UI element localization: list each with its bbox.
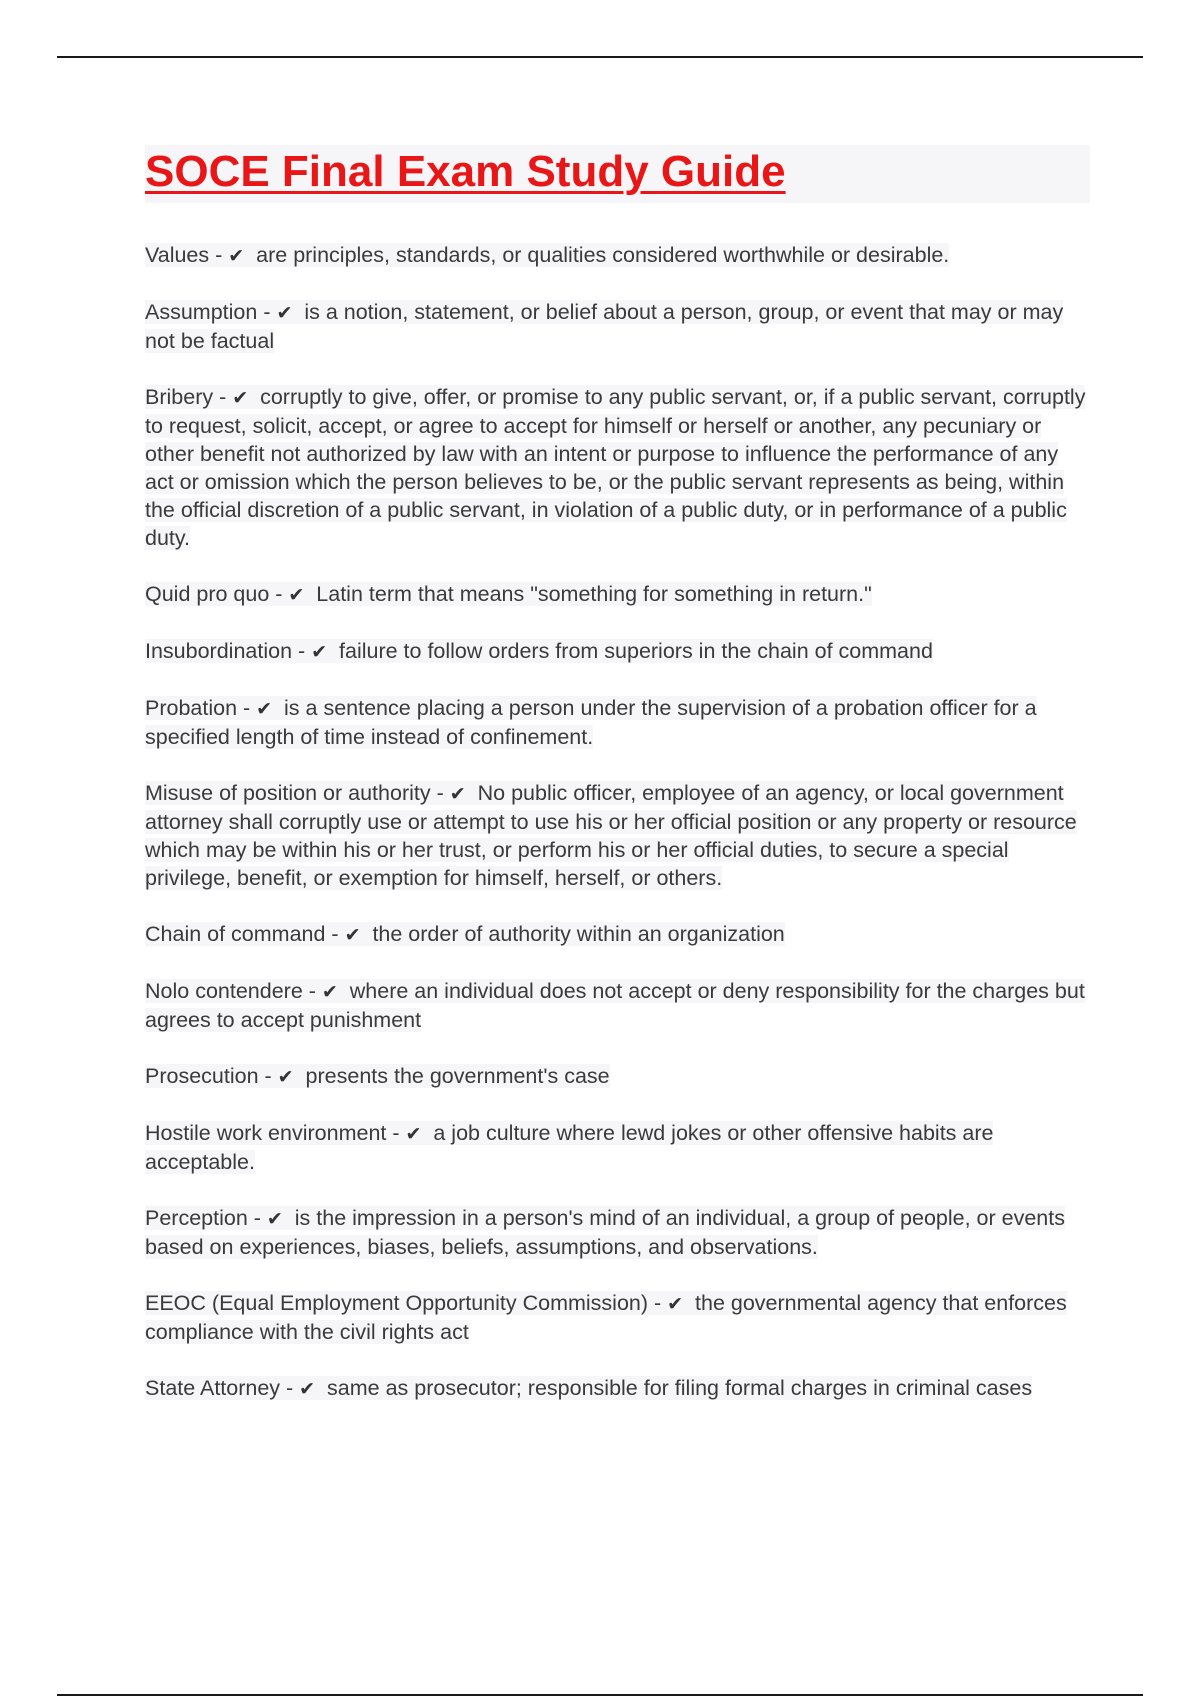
term-separator: - xyxy=(237,696,257,720)
definition-text xyxy=(145,922,785,946)
definition-text xyxy=(145,979,1085,1032)
definition-body: the order of authority within an organization xyxy=(372,922,785,946)
term-label: Perception xyxy=(145,1206,248,1230)
definition-item xyxy=(145,694,1090,751)
check-mark-icon: ✔ xyxy=(232,387,249,409)
definition-body: presents the government's case xyxy=(305,1064,610,1088)
definition-text xyxy=(145,696,1037,749)
definition-item xyxy=(145,383,1090,552)
term-separator: - xyxy=(258,1064,278,1088)
definition-body: is the impression in a person's mind of an individual, a group of people, or events based on experiences, biases, beliefs, assumptions, and observations. xyxy=(145,1206,1065,1259)
top-divider xyxy=(57,56,1143,58)
term-separator: - xyxy=(247,1206,267,1230)
term-label: Chain of command xyxy=(145,922,326,946)
definition-text xyxy=(145,1291,1067,1344)
check-mark-icon: ✔ xyxy=(277,1066,294,1088)
check-mark-icon: ✔ xyxy=(667,1293,684,1315)
check-mark-icon: ✔ xyxy=(288,584,305,606)
check-mark-icon: ✔ xyxy=(321,981,338,1003)
definition-body: Latin term that means "something for something in return." xyxy=(316,582,872,606)
term-separator: - xyxy=(213,385,233,409)
term-separator: - xyxy=(257,300,277,324)
title-bar xyxy=(145,145,1090,203)
definition-text xyxy=(145,1206,1065,1259)
definition-body: corruptly to give, offer, or promise to any public servant, or, if a public servant, corruptly to request, solicit, accept, or agree to accept for himself or herself or another, any pecuniary or other benefit not authorized by law with an intent or purpose to influence the performance of any act or omission which the person believes to be, or the public servant represents as being, within the official discretion of a public servant, in violation of a public duty, or in performance of a public duty. xyxy=(145,385,1086,550)
term-separator: - xyxy=(325,922,345,946)
check-mark-icon: ✔ xyxy=(405,1123,422,1145)
definition-body: the governmental agency that enforces compliance with the civil rights act xyxy=(145,1291,1067,1344)
definition-body: where an individual does not accept or deny responsibility for the charges but agrees to accept punishment xyxy=(145,979,1085,1032)
term-label: Nolo contendere xyxy=(145,979,303,1003)
term-label: Hostile work environment xyxy=(145,1121,387,1145)
term-separator: - xyxy=(430,781,450,805)
term-label: Misuse of position or authority xyxy=(145,781,431,805)
check-mark-icon: ✔ xyxy=(266,1208,283,1230)
check-mark-icon: ✔ xyxy=(311,641,328,663)
definition-item xyxy=(145,241,1090,270)
definition-item xyxy=(145,1289,1090,1346)
check-mark-icon: ✔ xyxy=(276,302,293,324)
check-mark-icon: ✔ xyxy=(299,1378,316,1400)
definition-item xyxy=(145,298,1090,355)
definition-text xyxy=(145,582,872,606)
definition-text xyxy=(145,781,1077,890)
term-label: Probation xyxy=(145,696,238,720)
check-mark-icon: ✔ xyxy=(449,783,466,805)
term-separator: - xyxy=(648,1291,668,1315)
bottom-divider xyxy=(57,1694,1143,1696)
definition-text xyxy=(145,1121,993,1174)
term-label: EEOC (Equal Employment Opportunity Commission) xyxy=(145,1291,649,1315)
term-label: Insubordination xyxy=(145,639,293,663)
page-title: SOCE Final Exam Study Guide xyxy=(145,147,786,196)
term-label: Prosecution xyxy=(145,1064,259,1088)
definition-text xyxy=(145,385,1085,550)
term-label: Quid pro quo xyxy=(145,582,270,606)
definition-item xyxy=(145,1119,1090,1176)
definition-list xyxy=(145,241,1090,1403)
study-guide-content xyxy=(145,145,1090,1431)
term-label: Values xyxy=(145,243,210,267)
term-separator: - xyxy=(269,582,289,606)
term-separator: - xyxy=(292,639,312,663)
definition-text xyxy=(145,300,1063,353)
definition-item xyxy=(145,637,1090,666)
check-mark-icon: ✔ xyxy=(228,245,245,267)
definition-body: same as prosecutor; responsible for filing formal charges in criminal cases xyxy=(327,1376,1033,1400)
term-label: Assumption xyxy=(145,300,258,324)
check-mark-icon: ✔ xyxy=(256,698,273,720)
check-mark-icon: ✔ xyxy=(344,924,361,946)
definition-body: a job culture where lewd jokes or other offensive habits are acceptable. xyxy=(145,1121,994,1174)
definition-body: failure to follow orders from superiors in the chain of command xyxy=(339,639,933,663)
definition-item xyxy=(145,1204,1090,1261)
term-separator: - xyxy=(302,979,322,1003)
definition-item xyxy=(145,1374,1090,1403)
definition-item xyxy=(145,580,1090,609)
definition-item xyxy=(145,920,1090,949)
term-separator: - xyxy=(280,1376,300,1400)
definition-text xyxy=(145,243,949,267)
term-separator: - xyxy=(386,1121,406,1145)
definition-body: is a notion, statement, or belief about a person, group, or event that may or may not be factual xyxy=(145,300,1064,353)
definition-body: No public officer, employee of an agency, or local government attorney shall corruptly use or attempt to use his or her official position or any property or resource which may be within his or her trust, or perform his or her official duties, to secure a special privilege, benefit, or exemption for himself, herself, or others. xyxy=(145,781,1077,890)
definition-item xyxy=(145,1062,1090,1091)
definition-item xyxy=(145,779,1090,892)
term-separator: - xyxy=(209,243,229,267)
definition-item xyxy=(145,977,1090,1034)
definition-body: are principles, standards, or qualities considered worthwhile or desirable. xyxy=(256,243,950,267)
definition-body: is a sentence placing a person under the supervision of a probation officer for a specified length of time instead of confinement. xyxy=(145,696,1037,749)
definition-text xyxy=(145,639,933,663)
definition-text xyxy=(145,1064,610,1088)
term-label: State Attorney xyxy=(145,1376,281,1400)
term-label: Bribery xyxy=(145,385,214,409)
definition-text xyxy=(145,1376,1032,1400)
